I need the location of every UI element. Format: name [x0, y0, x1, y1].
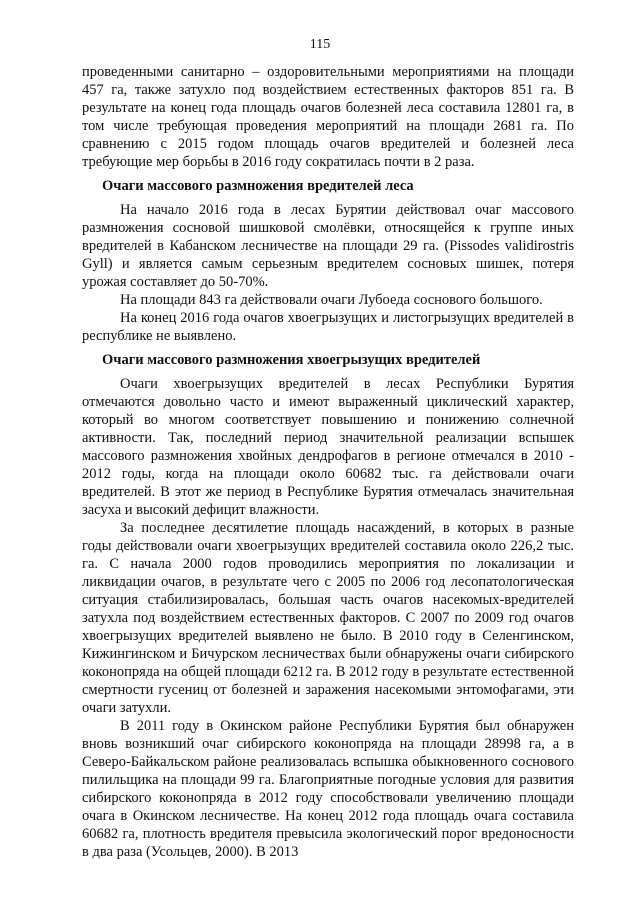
section-heading-forest-pests: Очаги массового размножения вредителей леса — [102, 178, 414, 194]
paragraph: Очаги хвоегрызущих вредителей в лесах Республики Бурятия отмечаются довольно часто и имеют выраженный циклический характер, который во многом соответствует повышению и понижению солнечной активности. Так, последний период значительной реализации вспышек массового размножения хвойных дендрофагов в регионе отмечался в 2010 - 2012 годы, когда на площади около 60682 тыс. га действовали очаги вредителей. В этот же период в Республике Бурятия отмечалась значительная засуха и высокий дефицит влажности. — [82, 376, 574, 518]
page-number: 115 — [309, 37, 331, 52]
paragraph: На конец 2016 года очагов хвоегрызущих и листогрызущих вредителей в республике не выявлено. — [82, 310, 574, 344]
paragraph: В 2011 году в Окинском районе Республики Бурятия был обнаружен вновь возникший очаг сибирского коконопряда на площади 28998 га, а в Северо-Байкальском районе реализовалась вспышка обыкновенного соснового пилильщика на площади 99 га. Благоприятные погодные условия для развития сибирского коконопряда в 2012 году способствовали увеличению площади очага в Окинском лесничестве. На конец 2012 года площадь очага составила 60682 га, плотность вредителя превысила экологический порог вредоносности в два раза (Усольцев, 2000). В 2013 — [82, 718, 574, 860]
intro-paragraph: проведенными санитарно – оздоровительными мероприятиями на площади 457 га, также затухло под воздействием естественных факторов 851 га. В результате на конец года площадь очагов болезней леса составила 12801 га, в том числе требующая проведения мероприятий на площади 2681 га. По сравнению с 2015 годом площадь очагов вредителей и болезней леса требующие мер борьбы в 2016 году сократилась почти в 2 раза. — [82, 64, 574, 170]
paragraph: За последнее десятилетие площадь насаждений, в которых в разные годы действовали очаги хвоегрызущих вредителей составила около 226,2 тыс. га. С начала 2000 годов проводились мероприятия по локализации и ликвидации очагов, в результате чего с 2005 по 2006 год лесопатологическая ситуация стабилизировалась, большая часть очагов насекомых-вредителей затухла под воздействием естественных факторов. С 2007 по 2009 год очагов хвоегрызущих вредителей выявлено не было. В 2010 году в Селенгинском, Кижингинском и Бичурском лесничествах были обнаружены очаги сибирского коконопряда на общей площади 6212 га. В 2012 году в результате естественной смертности гусениц от болезней и заражения насекомыми энтомофагами, эти очаги затухли. — [82, 520, 574, 716]
paragraph: На начало 2016 года в лесах Бурятии действовал очаг массового размножения сосновой шишковой смолёвки, относящейся к группе иных вредителей в Кабанском лесничестве на площади 29 га. (Pissodes validirostris Gyll) и является самым серьезным вредителем сосновых шишек, потеря урожая составляет до 50-70%. — [82, 202, 574, 290]
section-heading-needle-eating-pests: Очаги массового размножения хвоегрызущих вредителей — [102, 352, 481, 368]
document-body — [82, 63, 574, 861]
paragraph: На площади 843 га действовали очаги Лубоеда соснового большого. — [120, 292, 543, 308]
